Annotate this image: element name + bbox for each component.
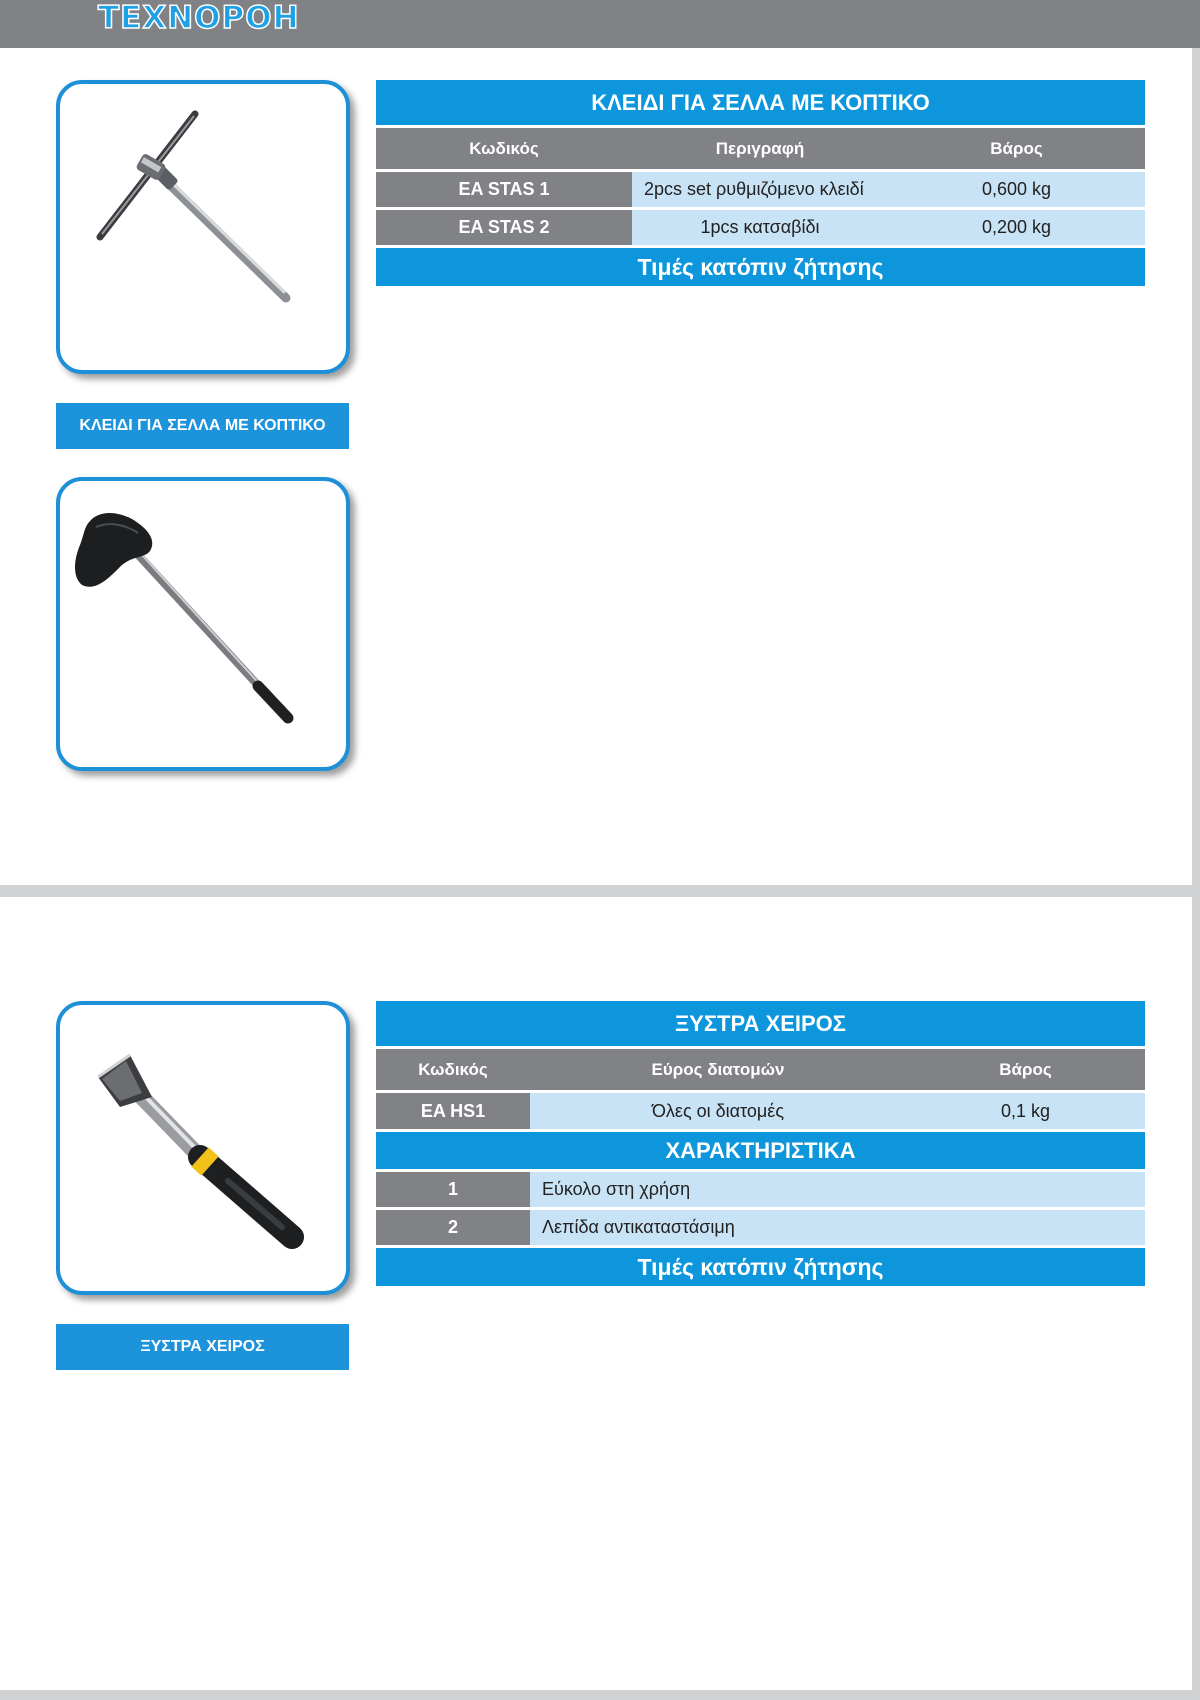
table-title: ΚΛΕΙΔΙ ΓΙΑ ΣΕΛΛΑ ΜΕ ΚΟΠΤΙΚΟ xyxy=(376,80,1145,125)
page-bottom-edge xyxy=(0,1690,1192,1700)
table-row xyxy=(376,172,1145,207)
column-header-code: Κωδικός xyxy=(469,138,539,158)
table-header-row xyxy=(376,128,1145,169)
row-weight: 0,600 kg xyxy=(981,179,1052,199)
product-image-frame-t-tool xyxy=(56,477,350,771)
feature-row xyxy=(376,1172,1145,1207)
feature-row xyxy=(376,1210,1145,1245)
table-title: ΞΥΣΤΡΑ ΧΕΙΡΟΣ xyxy=(376,1001,1145,1046)
column-header-weight: Βάρος xyxy=(999,1059,1052,1079)
price-on-request-banner: Τιμές κατόπιν ζήτησης xyxy=(376,1248,1145,1286)
row-range: Όλες οι διατομές xyxy=(651,1100,784,1121)
row-weight: 0,1 kg xyxy=(1000,1100,1051,1121)
row-weight: 0,200 kg xyxy=(981,217,1052,237)
column-header-range: Εύρος διατομών xyxy=(651,1059,785,1079)
column-header-code: Κωδικός xyxy=(418,1059,488,1079)
column-header-description: Περιγραφή xyxy=(715,138,805,158)
column-header-weight: Βάρος xyxy=(990,138,1043,158)
feature-text: Εύκολο στη χρήση xyxy=(542,1179,691,1199)
feature-number: 2 xyxy=(376,1210,530,1245)
row-code: EA HS1 xyxy=(376,1093,530,1129)
brand-logo: ΤΕΧΝΟΡΟΗ xyxy=(98,0,300,36)
row-description: 2pcs set ρυθμιζόμενο κλειδί xyxy=(644,179,864,199)
product-image-frame-seat-wrench xyxy=(56,80,350,374)
page-header xyxy=(0,0,1200,48)
features-title: ΧΑΡΑΚΤΗΡΙΣΤΙΚΑ xyxy=(376,1132,1145,1169)
product-table-hand-scraper xyxy=(376,1001,1145,1286)
table-row xyxy=(376,210,1145,245)
table-row xyxy=(376,1093,1145,1129)
feature-number: 1 xyxy=(376,1172,530,1207)
t-tool-icon xyxy=(60,481,346,767)
hand-scraper-icon xyxy=(60,1005,346,1291)
page-edge xyxy=(1192,48,1200,1700)
product-caption-seat-wrench: ΚΛΕΙΔΙ ΓΙΑ ΣΕΛΛΑ ΜΕ ΚΟΠΤΙΚΟ xyxy=(56,403,349,449)
row-description: 1pcs κατσαβίδι xyxy=(700,217,820,237)
product-caption-hand-scraper: ΞΥΣΤΡΑ ΧΕΙΡΟΣ xyxy=(56,1324,349,1370)
t-handle-wrench-icon xyxy=(60,84,346,370)
page-separator xyxy=(0,885,1192,897)
row-code: EA STAS 1 xyxy=(376,172,632,207)
product-image-frame-hand-scraper xyxy=(56,1001,350,1295)
row-code: EA STAS 2 xyxy=(376,210,632,245)
price-on-request-banner: Τιμές κατόπιν ζήτησης xyxy=(376,248,1145,286)
product-table-seat-wrench xyxy=(376,80,1145,286)
feature-text: Λεπίδα αντικαταστάσιμη xyxy=(542,1217,735,1237)
table-header-row xyxy=(376,1049,1145,1090)
